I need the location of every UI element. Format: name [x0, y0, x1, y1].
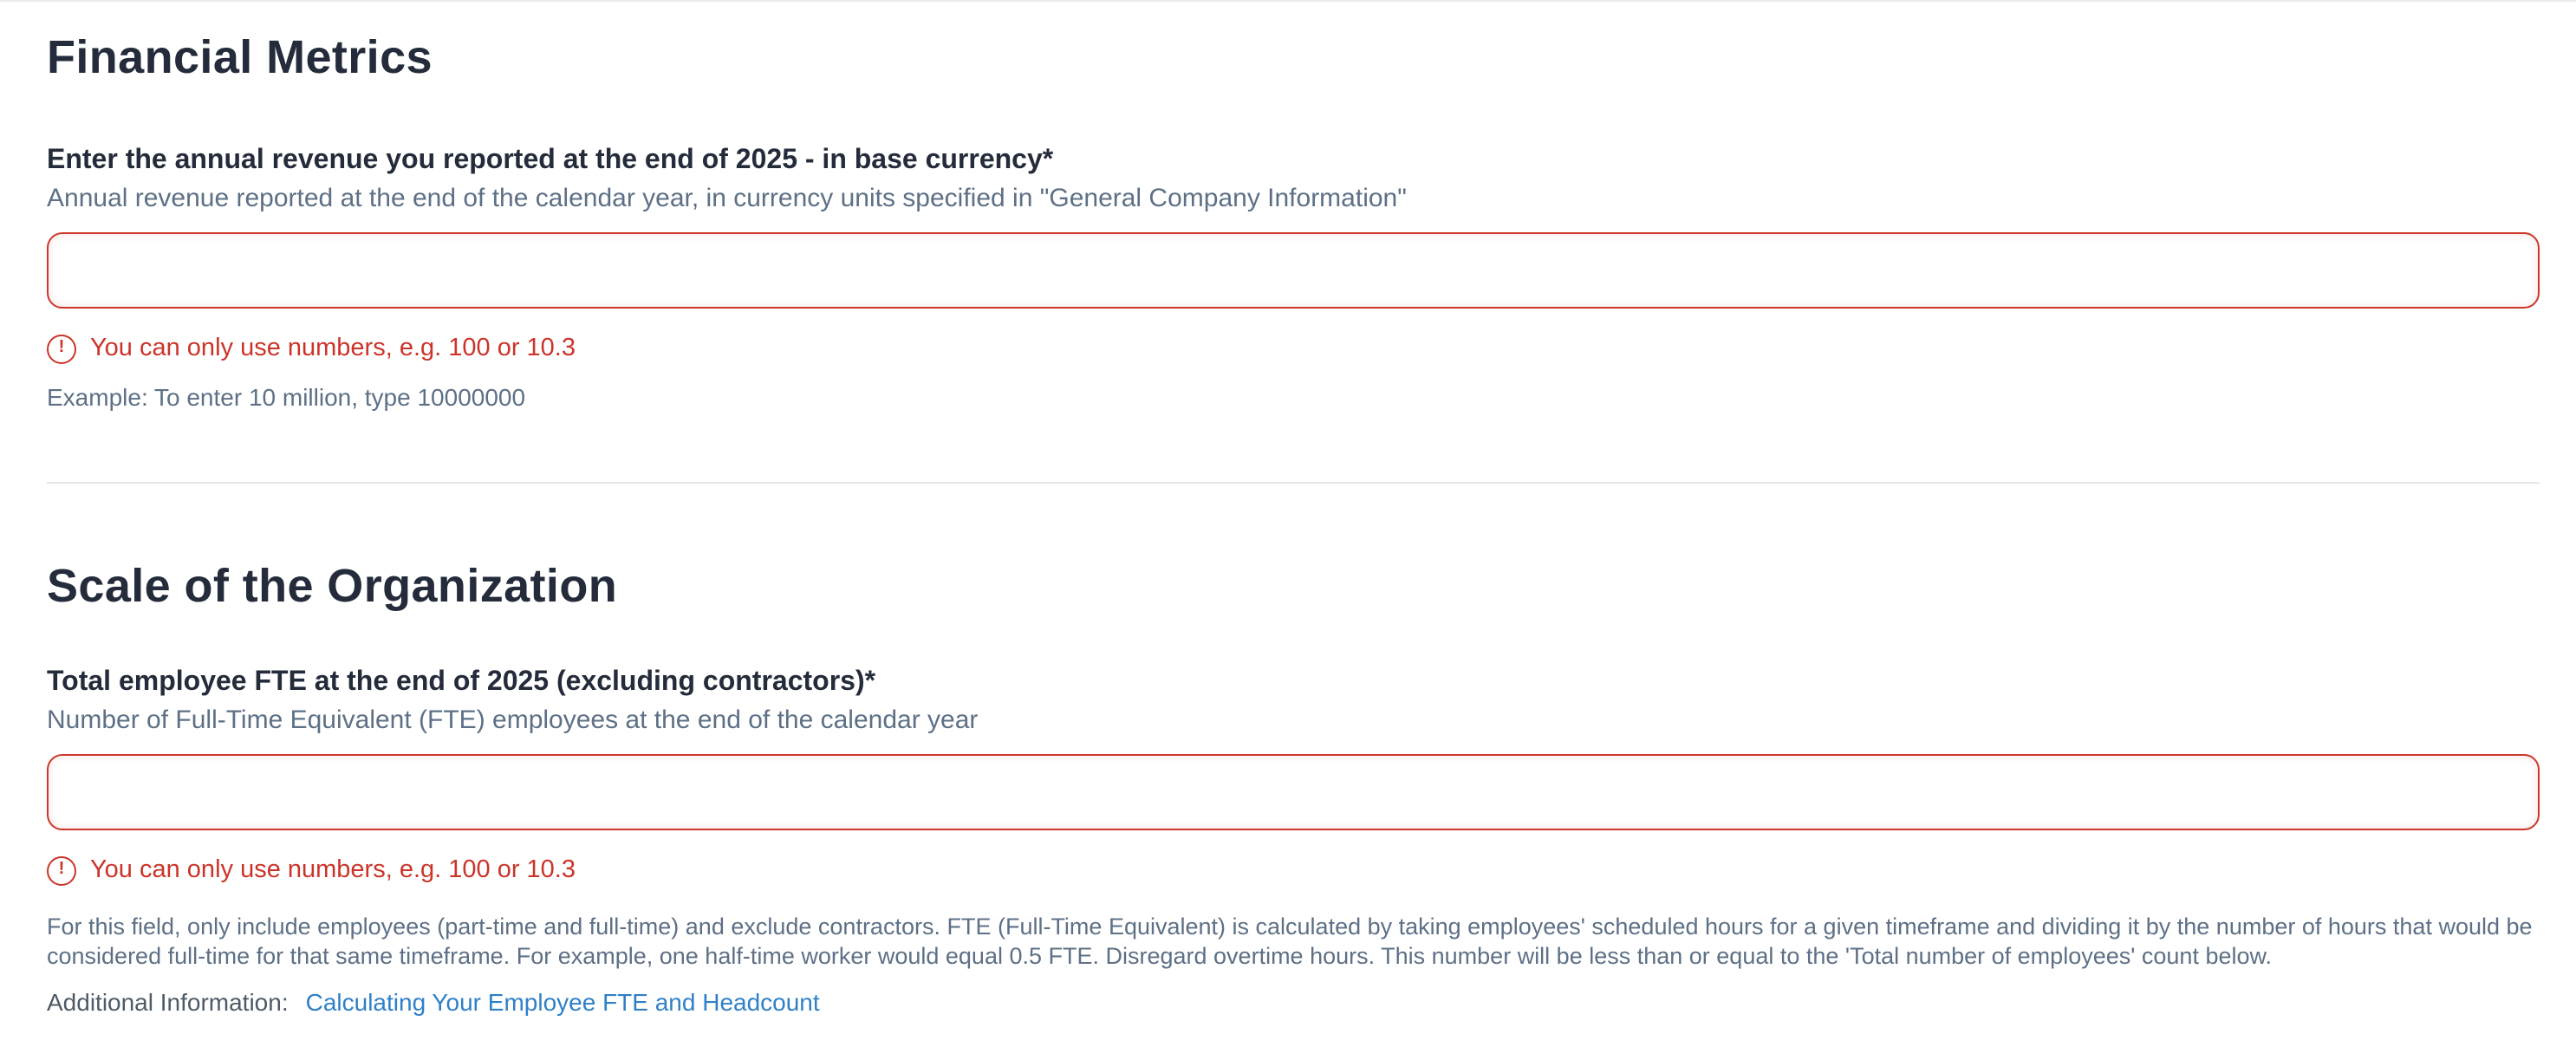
form-content	[0, 23, 2576, 1019]
employee-fte-error-text: You can only use numbers, e.g. 100 or 10.3	[90, 856, 576, 884]
employee-fte-help-text: For this field, only include employees (part-time and full-time) and exclude contractors. FTE (Full-Time Equivalent) is calculated by taking employees' scheduled hours for a given timeframe and dividing it by the number of hours that would be considered full-time for that same timeframe. For example, one half-time worker would equal 0.5 FTE. Disregard overtime hours. This number will be less than or equal to the 'Total number of employees' count below.	[47, 914, 2533, 969]
section-scale-of-organization	[47, 551, 2540, 1019]
annual-revenue-label: Enter the annual revenue you reported at the end of 2025 - in base currency*	[47, 146, 1054, 175]
alert-circle-icon: !	[47, 855, 76, 885]
section-title-scale-of-organization: Scale of the Organization	[47, 560, 618, 612]
additional-info-label: Additional Information:	[47, 988, 289, 1016]
additional-info	[47, 985, 2540, 1019]
annual-revenue-error	[47, 331, 2540, 366]
section-divider	[47, 482, 2540, 484]
employee-fte-error	[47, 853, 2540, 888]
annual-revenue-description: Annual revenue reported at the end of the calendar year, in currency units specified in "General Company Information"	[47, 184, 1407, 213]
alert-circle-icon: !	[47, 334, 76, 363]
section-financial-metrics	[47, 23, 2540, 414]
annual-revenue-input[interactable]	[47, 232, 2540, 309]
annual-revenue-error-text: You can only use numbers, e.g. 100 or 10.3	[90, 335, 576, 362]
employee-fte-input[interactable]	[47, 754, 2540, 830]
employee-fte-description: Number of Full-Time Equivalent (FTE) employees at the end of the calendar year	[47, 706, 979, 735]
annual-revenue-field	[47, 140, 2540, 414]
section-title-financial-metrics: Financial Metrics	[47, 31, 433, 83]
annual-revenue-example: Example: To enter 10 million, type 10000000	[47, 383, 526, 411]
fte-headcount-link[interactable]: Calculating Your Employee FTE and Headcount	[305, 988, 820, 1016]
employee-fte-field	[47, 662, 2540, 1019]
employee-fte-label: Total employee FTE at the end of 2025 (excluding contractors)*	[47, 667, 876, 697]
